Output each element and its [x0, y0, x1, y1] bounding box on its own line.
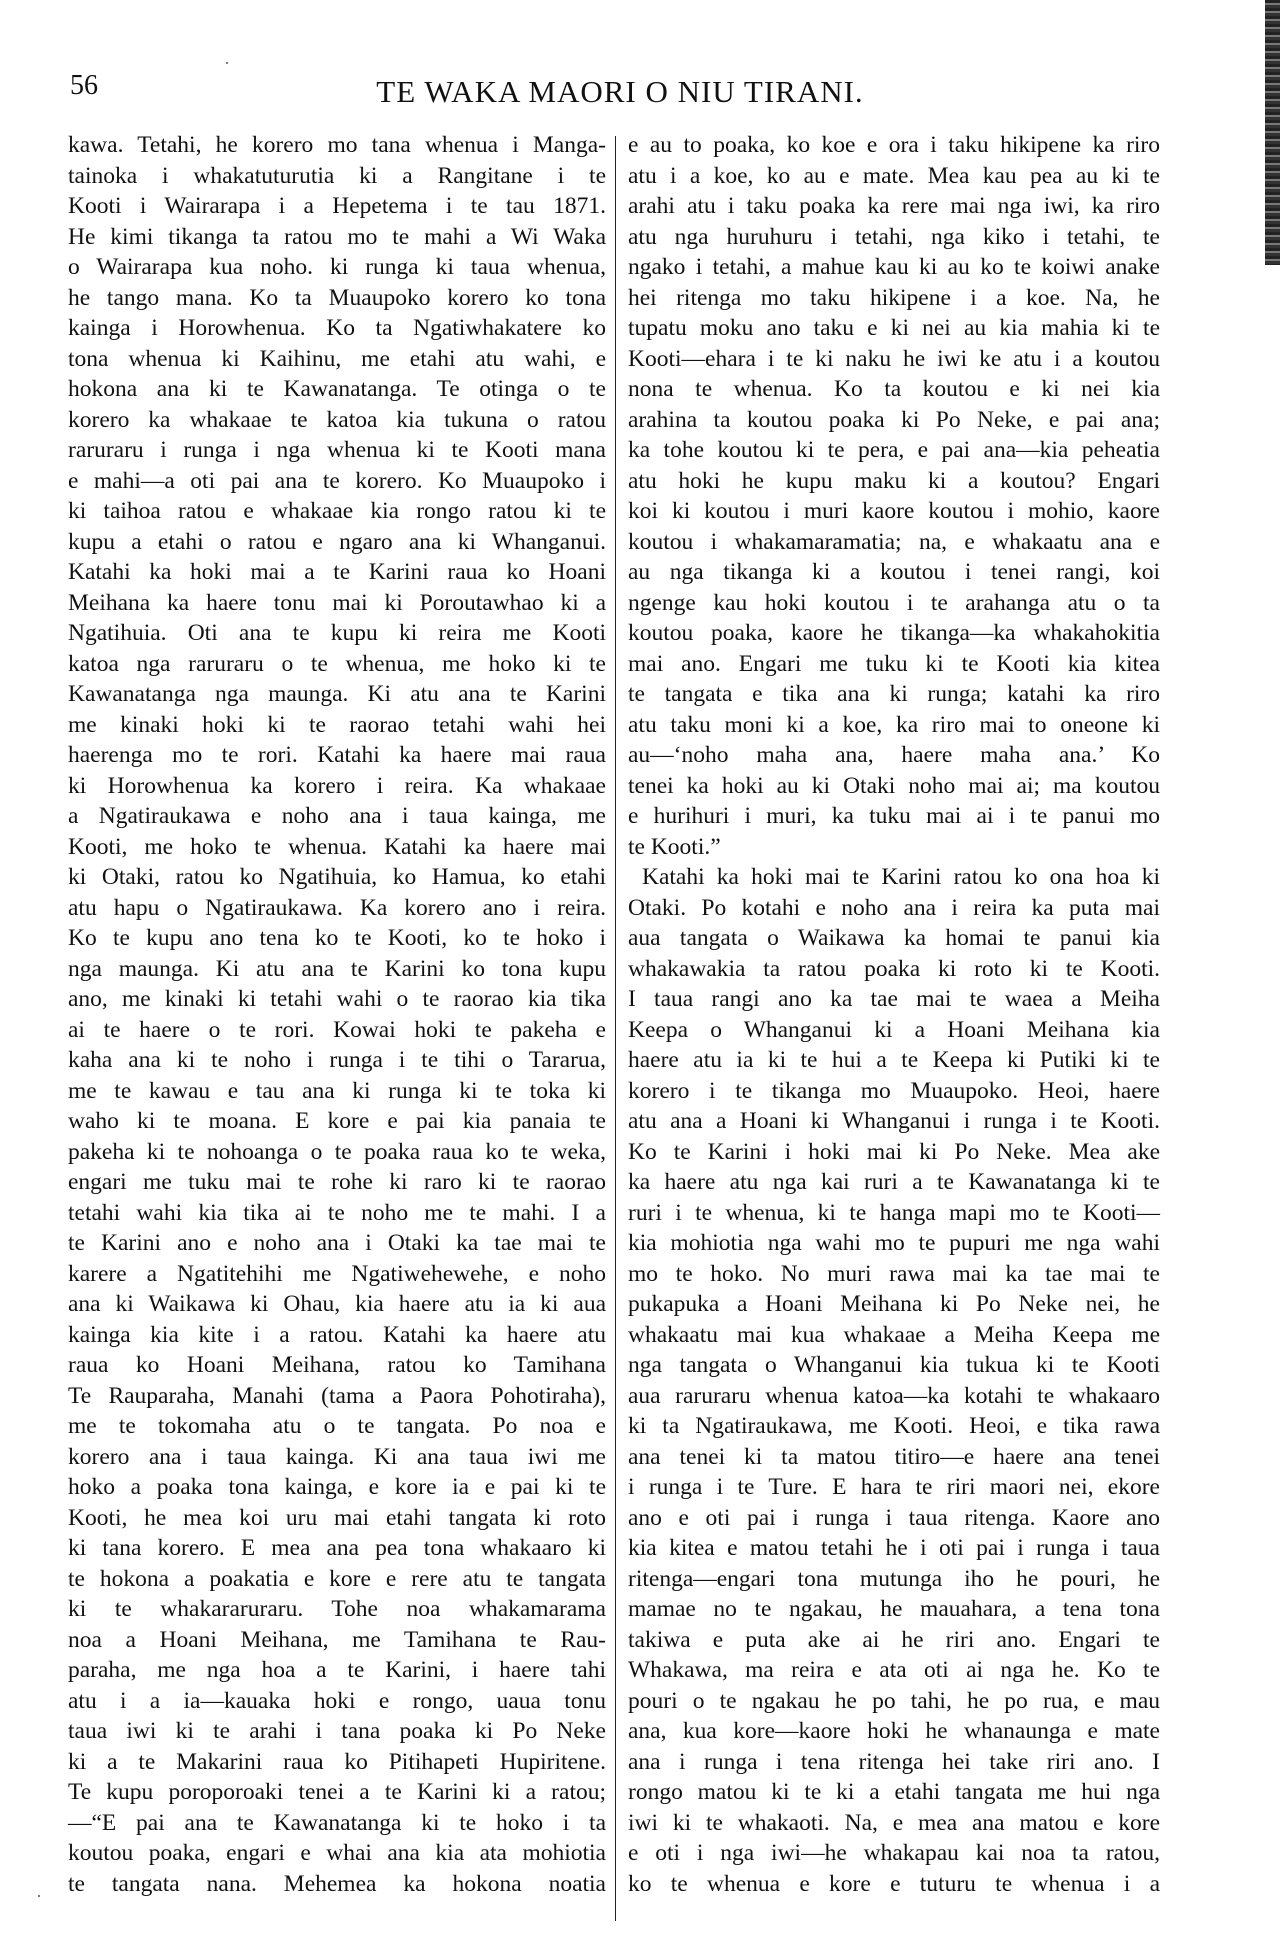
text-line: pouri o te ngakau he po tahi, he po rua, e mau: [628, 1687, 1160, 1714]
text-line: Otaki. Po kotahi e noho ana i reira ka puta mai: [628, 894, 1160, 921]
text-line: whakaatu mai kua whakaae a Meiha Keepa me: [628, 1321, 1160, 1348]
text-line: me te kawau e tau ana ki runga ki te toka ki: [68, 1077, 606, 1104]
text-line: pakeha ki te nohoanga o te poaka raua ko te weka,: [68, 1138, 606, 1165]
text-line: kia kitea e matou tetahi he i oti pai i runga i taua: [628, 1535, 1160, 1561]
text-line: Ko te Karini i hoki mai ki Po Neke. Mea ake: [628, 1138, 1160, 1165]
text-line: ano e oti pai i runga i taua ritenga. Kaore ano: [628, 1504, 1160, 1531]
text-line: I taua rangi ano ka tae mai te waea a Meiha: [628, 986, 1160, 1012]
text-line: kupu a etahi o ratou e ngaro ana ki Whanganui.: [68, 528, 606, 555]
text-line: nga maunga. Ki atu ana te Karini ko tona kupu: [68, 955, 606, 982]
text-line: te Kooti.”: [628, 833, 721, 860]
text-line: ana tenei ki ta matou titiro—e haere ana tenei: [628, 1443, 1160, 1470]
text-line: ana ki Waikawa ki Ohau, kia haere atu ia ki aua: [68, 1291, 606, 1317]
text-line: noa a Hoani Meihana, me Tamihana te Rau-: [68, 1626, 606, 1653]
text-line: Ngatihuia. Oti ana te kupu ki reira me Kooti: [68, 620, 606, 646]
text-line: pukapuka a Hoani Meihana ki Po Neke nei, he: [628, 1291, 1160, 1317]
text-line: Te kupu poroporoaki tenei a te Karini ki a ratou;: [68, 1779, 606, 1805]
text-line: hei ritenga mo taku hikipene i a koe. Na, he: [628, 284, 1160, 311]
text-line: ki Horowhenua ka korero i reira. Ka whakaae: [68, 772, 606, 799]
text-line: ngenge kau hoki koutou i te arahanga atu o ta: [628, 589, 1160, 616]
text-line: —“E pai ana te Kawanatanga ki te hoko i ta: [68, 1809, 606, 1836]
text-line: rongo matou ki te ki a etahi tangata me hui nga: [628, 1779, 1160, 1805]
text-line: ka haere atu nga kai ruri a te Kawanatanga ki te: [628, 1169, 1160, 1195]
text-line: ritenga—engari tona mutunga iho he pouri, he: [628, 1565, 1160, 1592]
text-line: kawa. Tetahi, he korero mo tana whenua i Manga-: [68, 132, 606, 158]
text-line: te Karini ano e noho ana i Otaki ka tae mai te: [68, 1230, 606, 1256]
text-line: Kooti—ehara i te ki naku he iwi ke atu i a koutou: [628, 345, 1160, 372]
scan-speck: [38, 1895, 40, 1897]
page-title: TE WAKA MAORI O NIU TIRANI.: [376, 74, 864, 109]
text-line: Katahi ka hoki mai a te Karini raua ko Hoani: [68, 559, 606, 585]
text-line: aua tangata o Waikawa ka homai te panui kia: [628, 925, 1160, 951]
text-line: ana, kua kore—kaore hoki he whanaunga e mate: [628, 1718, 1160, 1744]
text-line: o Wairarapa kua noho. ki runga ki taua whenua,: [68, 254, 606, 280]
text-line: korero ana i taua kainga. Ki ana taua iwi me: [68, 1443, 606, 1470]
page-number: 56: [70, 70, 98, 101]
text-line: au nga tikanga ki a koutou i tenei rangi, koi: [628, 559, 1160, 585]
text-line: karere a Ngatitehihi me Ngatiwehewehe, e noho: [68, 1260, 606, 1287]
text-line: hoko a poaka tona kainga, e kore ia e pai ki te: [68, 1474, 606, 1500]
text-line: a Ngatiraukawa e noho ana i taua kainga, me: [68, 803, 606, 829]
text-line: korero ka whakaae te katoa kia tukuna o ratou: [68, 406, 606, 433]
text-line: ana i runga i tena ritenga hei take riri ano. I: [628, 1748, 1160, 1775]
text-line: Katahi ka hoki mai te Karini ratou ko ona hoa ki: [642, 864, 1160, 890]
text-line: ko te whenua e kore e tuturu te whenua i a: [628, 1870, 1160, 1897]
left-column: [68, 130, 606, 1899]
text-line: tupatu moku ano taku e ki nei au kia mahia ki te: [628, 315, 1160, 341]
text-line: ki tana korero. E mea ana pea tona whakaaro ki: [68, 1535, 606, 1561]
text-line: tona whenua ki Kaihinu, me etahi atu wahi, e: [68, 345, 606, 372]
text-line: raua ko Hoani Meihana, ratou ko Tamihana: [68, 1352, 606, 1378]
text-line: atu hapu o Ngatiraukawa. Ka korero ano i reira.: [68, 894, 606, 921]
text-line: iwi ki te whakaoti. Na, e mea ana matou e kore: [628, 1809, 1160, 1836]
text-line: ki ta Ngatiraukawa, me Kooti. Heoi, e tika rawa: [628, 1413, 1160, 1439]
text-line: koutou poaka, engari e whai ana kia ata mohiotia: [68, 1840, 606, 1866]
text-line: Kawanatanga nga maunga. Ki atu ana te Karini: [68, 681, 606, 707]
text-line: hokona ana ki te Kawanatanga. Te otinga o te: [68, 376, 606, 402]
text-line: Ko te kupu ano tena ko te Kooti, ko te hoko i: [68, 925, 606, 951]
text-line: tainoka i whakatuturutia ki a Rangitane i te: [68, 162, 606, 189]
text-line: koi ki koutou i muri kaore koutou i mohio, kaore: [628, 498, 1160, 524]
text-line: Kooti i Wairarapa i a Hepetema i te tau 1871.: [68, 193, 606, 219]
text-line: ki te whakararuraru. Tohe noa whakamarama: [68, 1596, 606, 1622]
text-line: kainga kia kite i a ratou. Katahi ka haere atu: [68, 1321, 606, 1348]
scan-edge-strip: [1265, 0, 1280, 265]
text-line: te tangata e tika ana ki runga; katahi ka riro: [628, 681, 1160, 707]
text-line: i runga i te Ture. E hara te riri maori nei, ekore: [628, 1474, 1160, 1500]
text-line: kainga i Horowhenua. Ko ta Ngatiwhakatere ko: [68, 315, 606, 341]
text-line: Kooti, me hoko te whenua. Katahi ka haere mai: [68, 833, 606, 860]
text-line: whakawakia ta ratou poaka ki roto ki te Kooti.: [628, 955, 1160, 982]
text-line: e au to poaka, ko koe e ora i taku hikipene ka riro: [628, 132, 1160, 158]
right-column: [628, 130, 1160, 1899]
text-line: he tango mana. Ko ta Muaupoko korero ko tona: [68, 284, 606, 311]
text-line: e oti i nga iwi—he whakapau kai noa ta ratou,: [628, 1840, 1160, 1866]
text-line: me te tokomaha atu o te tangata. Po noa e: [68, 1413, 606, 1439]
text-line: korero i te tikanga mo Muaupoko. Heoi, haere: [628, 1077, 1160, 1104]
text-line: arahi atu i taku poaka ka rere mai nga iwi, ka riro: [628, 193, 1160, 219]
text-line: mai ano. Engari me tuku ki te Kooti kia kitea: [628, 650, 1160, 677]
text-line: ki a te Makarini raua ko Pitihapeti Hupiritene.: [68, 1748, 606, 1775]
scan-speck: [226, 62, 228, 64]
text-line: ngako i tetahi, a mahue kau ki au ko te koiwi anake: [628, 254, 1160, 280]
text-line: Kooti, he mea koi uru mai etahi tangata ki roto: [68, 1504, 606, 1531]
text-line: tetahi wahi kia tika ai te noho me te mahi. I a: [68, 1199, 606, 1226]
column-divider: [615, 136, 616, 1921]
text-line: atu nga huruhuru i tetahi, nga kiko i tetahi, te: [628, 223, 1160, 250]
text-line: ki taihoa ratou e whakaae kia rongo ratou ki te: [68, 498, 606, 524]
text-line: kaha ana ki te noho i runga i te tihi o Tararua,: [68, 1047, 606, 1073]
text-line: aua raruraru whenua katoa—ka kotahi te whakaaro: [628, 1382, 1160, 1409]
text-line: atu ana a Hoani ki Whanganui i runga i te Kooti.: [628, 1108, 1160, 1134]
text-line: te tangata nana. Mehemea ka hokona noatia: [68, 1870, 606, 1897]
text-line: engari me tuku mai te rohe ki raro ki te raorao: [68, 1169, 606, 1195]
text-line: taua iwi ki te arahi i tana poaka ki Po Neke: [68, 1718, 606, 1744]
text-line: Keepa o Whanganui ki a Hoani Meihana kia: [628, 1016, 1160, 1043]
text-line: kia mohiotia nga wahi mo te pupuri me nga wahi: [628, 1230, 1160, 1256]
text-line: nga tangata o Whanganui kia tukua ki te Kooti: [628, 1352, 1160, 1378]
text-line: atu hoki he kupu maku ki a koutou? Engari: [628, 467, 1160, 494]
text-line: nona te whenua. Ko ta koutou e ki nei kia: [628, 376, 1160, 402]
text-line: He kimi tikanga ta ratou mo te mahi a Wi Waka: [68, 223, 606, 250]
text-line: katoa nga raruraru o te whenua, me hoko ki te: [68, 650, 606, 677]
text-line: paraha, me nga hoa a te Karini, i haere tahi: [68, 1657, 606, 1683]
text-line: Whakawa, ma reira e ata oti ai nga he. Ko te: [628, 1657, 1160, 1683]
text-line: ruri i te whenua, ki te hanga mapi mo te Kooti—: [628, 1199, 1160, 1226]
text-line: takiwa e puta ake ai he riri ano. Engari te: [628, 1626, 1160, 1653]
text-line: haere atu ia ki te hui a te Keepa ki Putiki ki te: [628, 1047, 1160, 1073]
text-line: waho ki te moana. E kore e pai kia panaia te: [68, 1108, 606, 1134]
text-line: ano, me kinaki ki tetahi wahi o te raorao kia tika: [68, 986, 606, 1012]
text-line: atu i a ia—kauaka hoki e rongo, uaua tonu: [68, 1687, 606, 1714]
text-line: arahina ta koutou poaka ki Po Neke, e pai ana;: [628, 406, 1160, 433]
text-line: e mahi—a oti pai ana te korero. Ko Muaupoko i: [68, 467, 606, 494]
text-line: Meihana ka haere tonu mai ki Poroutawhao ki a: [68, 589, 606, 616]
text-line: au—‘noho maha ana, haere maha ana.’ Ko: [628, 742, 1160, 768]
text-line: raruraru i runga i nga whenua ki te Kooti mana: [68, 437, 606, 463]
text-line: te hokona a poakatia e kore e rere atu te tangata: [68, 1565, 606, 1592]
text-line: Te Rauparaha, Manahi (tama a Paora Pohotiraha),: [68, 1382, 606, 1409]
text-line: me kinaki hoki ki te raorao tetahi wahi hei: [68, 711, 606, 738]
text-line: atu taku moni ki a koe, ka riro mai to oneone ki: [628, 711, 1160, 738]
text-line: mamae no te ngakau, he mauahara, a tena tona: [628, 1596, 1160, 1622]
text-line: haerenga mo te rori. Katahi ka haere mai raua: [68, 742, 606, 768]
text-line: ai te haere o te rori. Kowai hoki te pakeha e: [68, 1016, 606, 1043]
text-line: ki Otaki, ratou ko Ngatihuia, ko Hamua, ko etahi: [68, 864, 606, 890]
text-line: koutou i whakamaramatia; na, e whakaatu ana e: [628, 528, 1160, 555]
text-line: ka tohe koutou ki te pera, e pai ana—kia peheatia: [628, 437, 1160, 463]
text-line: atu i a koe, ko au e mate. Mea kau pea au ki te: [628, 162, 1160, 189]
text-line: e hurihuri i muri, ka tuku mai ai i te panui mo: [628, 803, 1160, 829]
text-line: koutou poaka, kaore he tikanga—ka whakahokitia: [628, 620, 1160, 646]
text-line: tenei ka hoki au ki Otaki noho mai ai; ma koutou: [628, 772, 1160, 799]
text-line: mo te hoko. No muri rawa mai ka tae mai te: [628, 1260, 1160, 1287]
